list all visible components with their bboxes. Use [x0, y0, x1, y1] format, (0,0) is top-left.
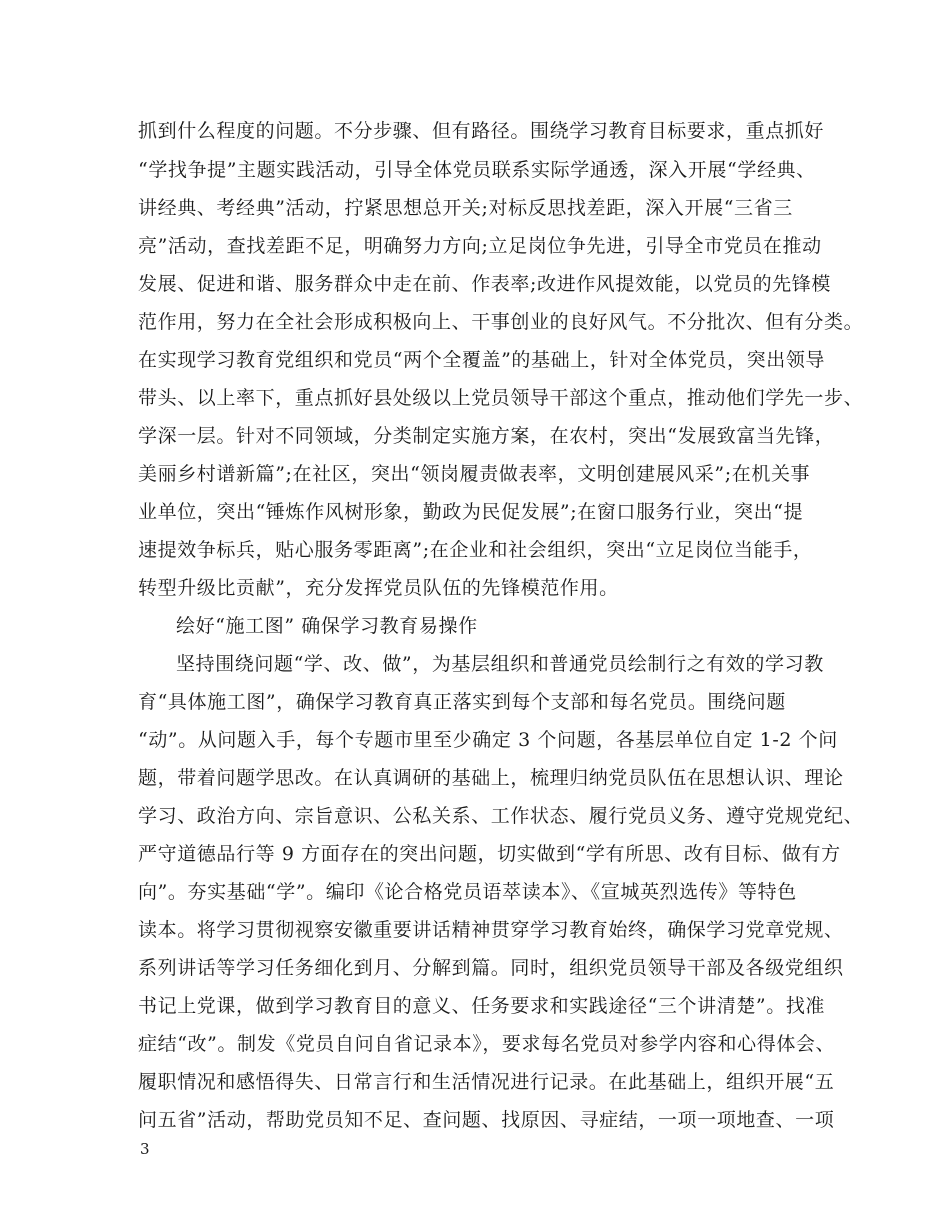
- text-line: 带头、以上率下，重点抓好县处级以上党员领导干部这个重点，推动他们学先一步、: [138, 387, 864, 409]
- text-line: 在实现学习教育党组织和党员“两个全覆盖”的基础上，针对全体党员，突出领导: [138, 349, 826, 371]
- text-line: 转型升级比贡献”，充分发挥党员队伍的先锋模范作用。: [138, 577, 619, 599]
- text-line: 书记上党课，做到学习教育目的意义、任务要求和实践途径“三个讲清楚”。找准: [138, 995, 826, 1017]
- text-line: 学深一层。针对不同领域，分类制定实施方案，在农村，突出“发展致富当先锋，: [138, 425, 835, 447]
- text-line: 范作用，努力在全社会形成积极向上、干事创业的良好风气。不分批次、但有分类。: [138, 311, 864, 333]
- text-line: 症结“改”。制发《党员自问自省记录本》，要求每名党员对参学内容和心得体会、: [138, 1033, 836, 1055]
- text-line: 学习、政治方向、宗旨意识、公私关系、工作状态、履行党员义务、遵守党规党纪、: [138, 805, 864, 827]
- text-line: 速提效争标兵，贴心服务零距离”;在企业和社会组织，突出“立足岗位当能手，: [138, 539, 813, 561]
- text-line: 问五省”活动，帮助党员知不足、查问题、找原因、寻症结，一项一项地查、一项: [138, 1109, 835, 1131]
- text-line: 严守道德品行等 9 方面存在的突出问题，切实做到“学有所思、改有目标、做有方: [138, 843, 841, 865]
- page-number: 3: [140, 1140, 150, 1158]
- text-line: 亮”活动，查找差距不足，明确努力方向;立足岗位争先进，引导全市党员在推动: [138, 235, 822, 257]
- text-line: 美丽乡村谱新篇”;在社区，突出“领岗履责做表率，文明创建展风采”;在机关事: [138, 463, 811, 485]
- text-line: 抓到什么程度的问题。不分步骤、但有路径。围绕学习教育目标要求，重点抓好: [138, 120, 825, 142]
- text-line: 系列讲话等学习任务细化到月、分解到篇。同时，组织党员领导干部及各级党组织: [138, 957, 844, 979]
- text-line: 坚持围绕问题“学、改、做”，为基层组织和普通党员绘制行之有效的学习教: [176, 653, 824, 675]
- text-line: 读本。将学习贯彻视察安徽重要讲话精神贯穿学习教育始终，确保学习党章党规、: [138, 919, 844, 941]
- text-line: 向”。夯实基础“学”。编印《论合格党员语萃读本》、《宣城英烈选传》等特色: [138, 881, 797, 903]
- section-heading: 绘好“施工图” 确保学习教育易操作: [176, 615, 478, 637]
- text-line: 题，带着问题学思改。在认真调研的基础上，梳理归纳党员队伍在思想认识、理论: [138, 767, 844, 789]
- text-line: 讲经典、考经典”活动，拧紧思想总开关;对标反思找差距，深入开展“三省三: [138, 197, 793, 219]
- text-line: 履职情况和感悟得失、日常言行和生活情况进行记录。在此基础上，组织开展“五: [138, 1071, 835, 1093]
- text-line: 育“具体施工图”，确保学习教育真正落实到每个支部和每名党员。围绕问题: [138, 691, 786, 713]
- text-line: 发展、促进和谐、服务群众中走在前、作表率;改进作风提效能，以党员的先锋模: [138, 273, 832, 295]
- text-line: “动”。从问题入手，每个专题市里至少确定 3 个问题，各基层单位自定 1-2 个问: [138, 729, 838, 751]
- text-line: 业单位，突出“锤炼作风树形象，勤政为民促发展”;在窗口服务行业，突出“提: [138, 501, 804, 523]
- text-line: “学找争提”主题实践活动，引导全体党员联系实际学通透，深入开展“学经典、: [138, 159, 816, 181]
